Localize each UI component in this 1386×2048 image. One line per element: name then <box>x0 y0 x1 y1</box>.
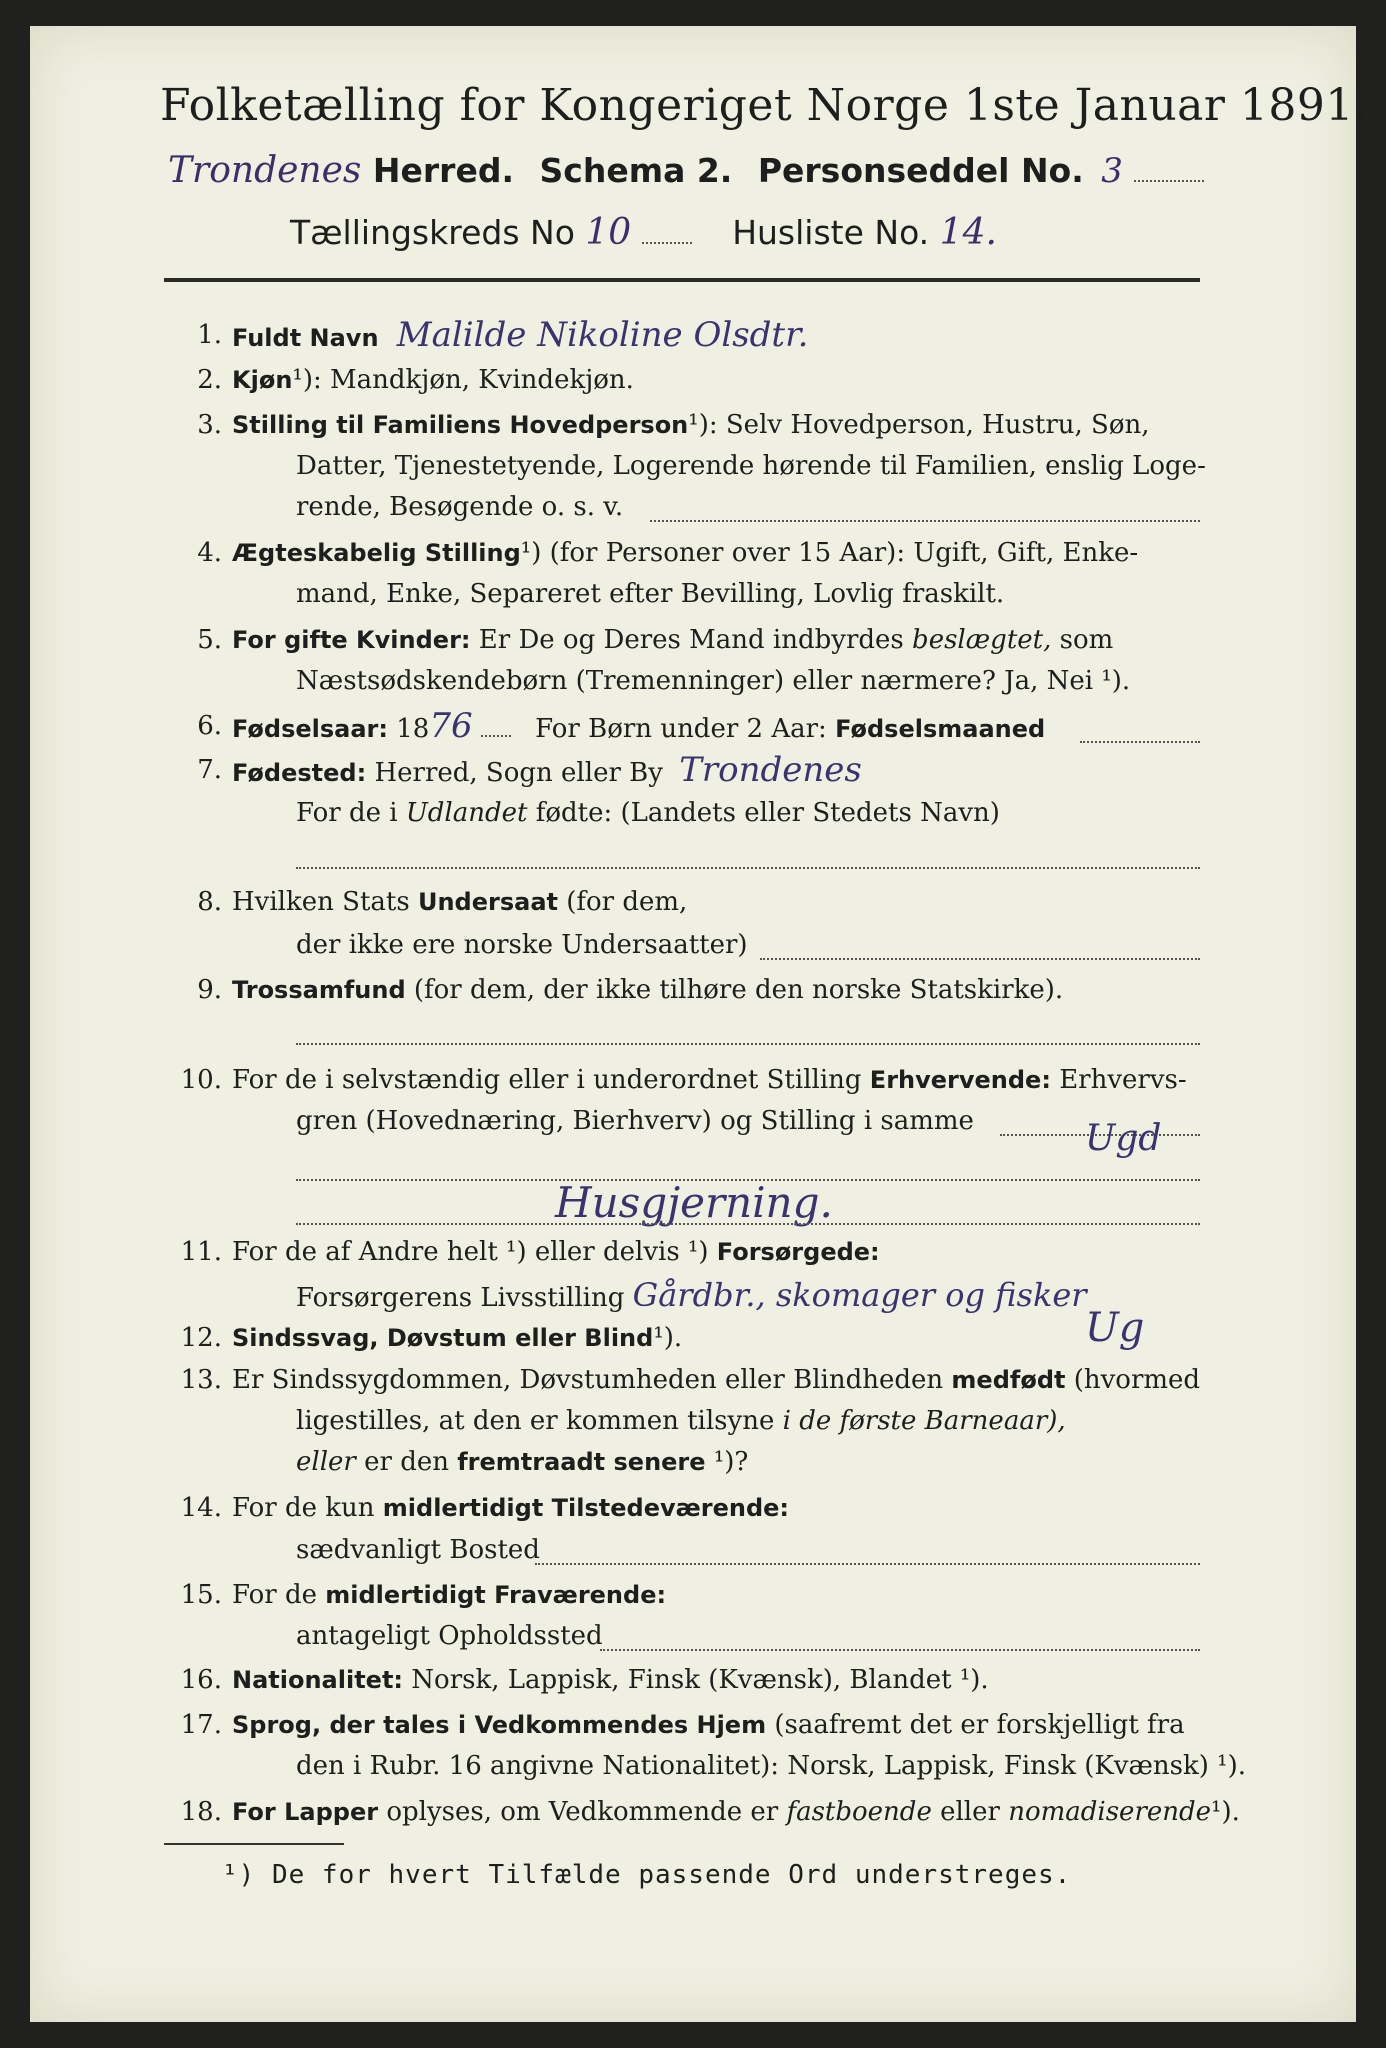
row-text: rende, Besøgende o. s. v. <box>296 492 624 522</box>
row-text: For de af Andre helt ¹) eller delvis ¹) <box>232 1237 709 1267</box>
row-number: 10. <box>180 1065 222 1095</box>
row-text: der ikke ere norske Undersaatter) <box>296 930 748 960</box>
row-number: 11. <box>180 1237 222 1267</box>
row-text: Forsørgerens Livsstilling <box>296 1283 625 1313</box>
row-text: Norsk, Lappisk, Finsk (Kvænsk), Blandet ¹). <box>411 1665 989 1695</box>
row-text: Er De og Deres Mand indbyrdes <box>478 625 904 655</box>
row-label: Sindssvag, Døvstum eller Blind <box>232 1324 654 1352</box>
row-text: For Børn under 2 Aar: <box>535 714 827 744</box>
birth-year-value: 76 <box>429 706 473 746</box>
row-text: Erhvervs- <box>1059 1065 1187 1095</box>
kreds-line <box>290 212 997 253</box>
row-text: Herred, Sogn eller By <box>374 758 663 788</box>
row-text: (hvormed <box>1073 1365 1201 1395</box>
row-label: Forsørgede: <box>716 1238 880 1266</box>
footnote: ¹) De for hvert Tilfælde passende Ord understreges. <box>222 1860 1072 1890</box>
row-label: Erhvervende: <box>869 1066 1051 1094</box>
row-text: ¹): Selv Hovedperson, Hustru, Søn, <box>688 410 1150 440</box>
row-text: som <box>1059 625 1114 655</box>
row-number: 3. <box>197 410 222 440</box>
row-text: mand, Enke, Separeret efter Bevilling, Lovlig fraskilt. <box>296 579 1005 609</box>
row-label: Undersaat <box>417 888 558 916</box>
row-label: Fødselsmaaned <box>835 715 1046 743</box>
row-label: Nationalitet: <box>232 1666 404 1694</box>
row-text: nomadiserende <box>1008 1797 1212 1827</box>
row-text: fødte: (Landets eller Stedets Navn) <box>535 798 1000 828</box>
birthplace-value: Trondenes <box>679 750 862 790</box>
row-label: medfødt <box>951 1366 1066 1394</box>
personseddel-value: 3 <box>1101 151 1123 191</box>
form-subtitle <box>168 150 1228 191</box>
husliste-label: Husliste No. <box>732 213 930 252</box>
row-number: 4. <box>197 538 222 568</box>
row-text: sædvanligt Bosted <box>296 1535 540 1565</box>
herred-value: Trondenes <box>168 150 362 191</box>
kreds-label: Tællingskreds No <box>290 213 575 252</box>
row-label: Ægteskabelig Stilling <box>232 539 521 567</box>
row-text: For de kun <box>232 1493 375 1523</box>
row-text: ¹) (for Personer over 15 Aar): Ugift, Gift, Enke- <box>520 538 1139 568</box>
row-text: (for dem, der ikke tilhøre den norske Statskirke). <box>413 975 1064 1005</box>
row-text: (for dem, <box>566 887 688 917</box>
row-text: ¹): Mandkjøn, Kvindekjøn. <box>292 365 634 395</box>
row-number: 12. <box>180 1323 222 1353</box>
row-number: 1. <box>197 320 222 350</box>
row-text: Hvilken Stats <box>232 887 410 917</box>
row-label: midlertidigt Fraværende: <box>325 1581 667 1609</box>
row-text: For de <box>232 1580 317 1610</box>
row-text: Datter, Tjenestetyende, Logerende hørende til Familien, enslig Loge- <box>296 451 1206 481</box>
row-label: Kjøn <box>232 366 293 394</box>
row-number: 17. <box>180 1710 222 1740</box>
row-number: 9. <box>197 975 222 1005</box>
herred-label: Herred. <box>372 151 514 190</box>
row-number: 13. <box>180 1365 222 1395</box>
row-text: er den <box>364 1447 449 1477</box>
row-text: eller <box>940 1797 1000 1827</box>
row-text: 18 <box>396 714 430 744</box>
row-label: Fødselsaar: <box>232 715 388 743</box>
row-text: ¹). <box>1211 1797 1240 1827</box>
form-title: Folketælling for Kongeriget Norge 1ste Januar 1891. <box>160 80 1369 131</box>
row-label: midlertidigt Tilstedeværende: <box>382 1494 790 1522</box>
row-text: antageligt Opholdssted <box>296 1621 603 1651</box>
footnote-rule <box>164 1843 344 1845</box>
row-label: For Lapper <box>232 1798 379 1826</box>
row-text: gren (Hovednæring, Bierhverv) og Stilling i samme <box>296 1106 974 1136</box>
row-label: Trossamfund <box>232 976 406 1004</box>
row-number: 18. <box>180 1797 222 1827</box>
row-number: 7. <box>197 755 222 785</box>
row-number: 6. <box>197 711 222 741</box>
row-text: beslægtet, <box>912 625 1052 655</box>
row-text: Udlandet <box>405 798 528 828</box>
row-label: Sprog, der tales i Vedkommendes Hjem <box>232 1711 767 1739</box>
disability-mark: Ug <box>1085 1305 1145 1351</box>
row-text: eller <box>296 1447 356 1477</box>
row-label: Fødested: <box>232 759 367 787</box>
row-text: i de første Barneaar), <box>782 1406 1066 1436</box>
row-text: ¹). <box>653 1323 683 1353</box>
row-label: fremtraadt senere <box>457 1448 706 1476</box>
kreds-value: 10 <box>585 212 632 253</box>
row-number: 2. <box>197 365 222 395</box>
row-number: 16. <box>180 1665 222 1695</box>
row-text: den i Rubr. 16 angivne Nationalitet): Norsk, Lappisk, Finsk (Kvænsk) ¹). <box>296 1751 1247 1781</box>
husliste-value: 14. <box>939 212 997 253</box>
occupation-mark: Ugd <box>1085 1118 1162 1159</box>
row-text: ¹)? <box>713 1447 749 1477</box>
provider-occupation-value: Gårdbr., skomager og fisker <box>632 1276 1087 1314</box>
row-text: For de i <box>296 798 398 828</box>
row-text: oplyses, om Vedkommende er <box>386 1797 779 1827</box>
row-number: 15. <box>180 1580 222 1610</box>
row-label: Fuldt Navn <box>232 324 379 352</box>
row-number: 8. <box>197 887 222 917</box>
row-text: Næstsødskendebørn (Tremenninger) eller nærmere? Ja, Nei ¹). <box>296 666 1131 696</box>
row-text: (saafremt det er forskjelligt fra <box>774 1710 1185 1740</box>
row-text: fastboende <box>786 1797 932 1827</box>
row-label: Stilling til Familiens Hovedperson <box>232 411 689 439</box>
occupation-value: Husgjerning. <box>555 1178 833 1227</box>
schema-label: Schema 2. <box>539 151 733 190</box>
full-name-value: Malilde Nikoline Olsdtr. <box>396 315 809 355</box>
row-number: 5. <box>197 625 222 655</box>
header-rule <box>164 278 1200 282</box>
row-label: For gifte Kvinder: <box>232 626 471 654</box>
row-number: 14. <box>180 1493 222 1523</box>
row-text: For de i selvstændig eller i underordnet Stilling <box>232 1065 862 1095</box>
personseddel-label: Personseddel No. <box>757 151 1084 190</box>
row-text: ligestilles, at den er kommen tilsyne <box>296 1406 775 1436</box>
row-text: Er Sindssygdommen, Døvstumheden eller Blindheden <box>232 1365 944 1395</box>
